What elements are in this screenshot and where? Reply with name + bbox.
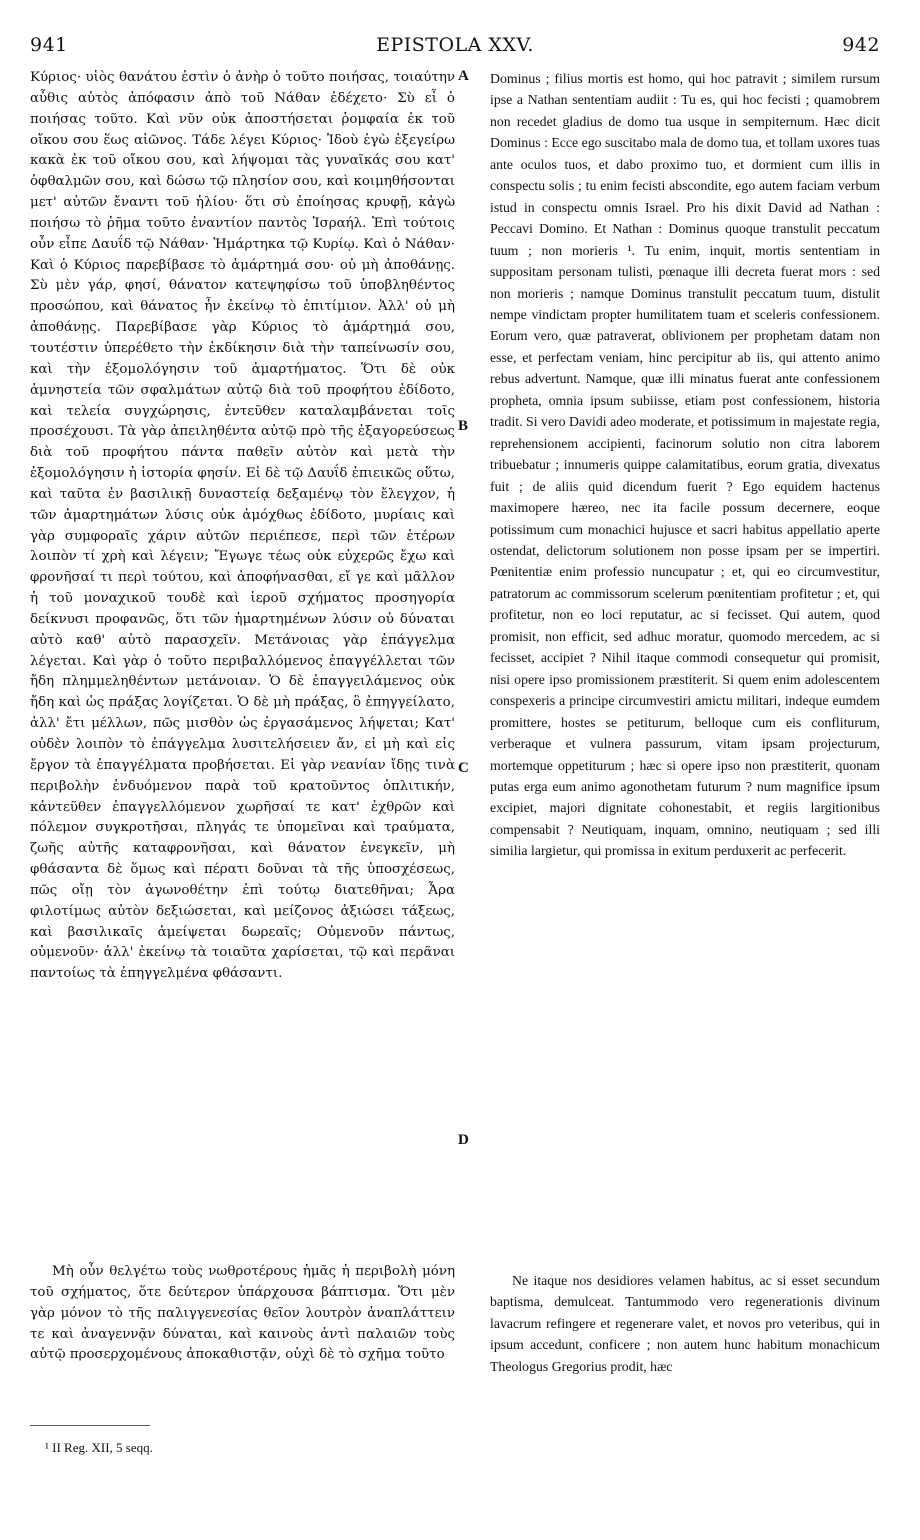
greek-paragraph: Κύριος· υἱὸς θανάτου ἐστὶν ὁ ἀνὴρ ὁ τοῦτο ποιήσας, τοιαύτην αὖθις αὐτὸς ἀπόφασιν ἀπὸ τοῦ Νάθαν ἐδέχετο· Σὺ εἶ ὁ ποιήσας τοῦτο. Καὶ νῦν οὐκ ἀποστήσεται ῥομφαία ἐκ τοῦ οἴκου σου ἕως αἰῶνος. Τάδε λέγει Κύριος· Ἰδοὺ ἐγὼ ἐξεγείρω κακὰ ἐκ τοῦ οἴκου σου, καὶ λήψομαι τὰς γυναῖκάς σου κατ' ὀφθαλμῶν σου, καὶ δώσω τῷ πλησίον σου, καὶ κοιμηθήσονται μετ' αὐτῶν ἔναντι τοῦ ἡλίου· ὅτι σὺ ἐποίησας κρυφῇ, κἀγὼ ποιήσω τὸ ῥῆμα τοῦτο ἐναντίον παντὸς Ἰσραήλ. Ἐπὶ τούτοις οὖν εἶπε Δαυΐδ τῷ Νάθαν· Ἡμάρτηκα τῷ Κυρίῳ. Καὶ ὁ Νάθαν· Καὶ ὁ Κύριος παρεβίβασε τὸ ἁμάρτημά σου· οὐ μὴ ἀποθάνῃς. Σὺ μὲν γάρ, φησί, θάνατον κατεψηφίσω τοῦ ὑποβληθέντος προσώπου, καὶ θάνατος ἦν ἐκείνῳ τὸ ἐπιτίμιον. Ἀλλ' οὐ μὴ ἀποθάνῃς. Παρεβίβασε γὰρ Κύριος τὸ ἁμάρτημά σου, τουτέστιν ὑπερέθετο τὴν ἐκδίκησιν διὰ τὴν ταπείνωσίν σου, καὶ τὴν ἐξομολόγησιν τοῦ ἁμαρτήματος. Ὅτι δὲ οὐκ ἀμνηστεία τῶν σφαλμάτων αὐτῷ διὰ τοῦ προφήτου ἐδίδοτο, καὶ τελεία συγχώρησις, ἐντεῦθεν καταλαμβάνεται τοῖς προσέχουσι. Τὰ γὰρ ἀπειληθέντα αὐτῷ πρὸ τῆς ἐξαγορεύσεως διὰ τοῦ προφήτου πάντα παθεῖν αὐτὸν καὶ μετὰ τὴν ἐξομολόγησιν ἡ ἱστορία φησίν. Εἰ δὲ τῷ Δαυΐδ ἐπιεικῶς οὕτω, καὶ ταῦτα ἐν βασιλικῇ δυναστείᾳ δεξαμένῳ τὸν ἔλεγχον, ἡ τῶν ἁμαρτημάτων λύσις οὐκ ἀμόχθως ἐδίδοτο, μυρίαις καὶ γὰρ συμφοραῖς χάριν αὐτῶν περιέπεσε, περὶ τῶν ἑτέρων λοιπὸν τί χρὴ καὶ λέγειν; Ἔγωγε τέως οὐκ εὐχερῶς ἔχω καὶ φρονῆσαί τι περὶ τούτου, καὶ ἀποφήνασθαι, εἴ γε καὶ μᾶλλον ἡ τοῦ μοναχικοῦ τουδὲ καὶ ἱεροῦ σχήματος προσηγορία δείκνυσι προφανῶς, ὅτι τῶν ἡμαρτημένων λύσιν οὐ δύναται αὐτὸ καθ' αὑτὸ παρασχεῖν. Μετάνοιας γὰρ ἐπάγγελμα λέγεται. Καὶ γὰρ ὁ τοῦτο περιβαλλόμενος ἐπαγγέλλεται τῶν ἤδη πλημμεληθέντων μετάνοιαν. Ὁ δὲ ἐπαγγειλάμενος οὐκ ἤδη καὶ ὡς πράξας λογίζεται. Ὁ δὲ μὴ πράξας, ὃ ἐπηγγείλατο, ἀλλ' ἔτι μέλλων, πῶς μισθὸν ὡς ἐργασάμενος λήψεται; Κατ' οὐδὲν λοιπὸν τὸ ἐπάγγελμα λυσιτελήσειεν ἄν, εἰ μὴ καὶ εἰς ἔργον τὰ ἐπαγγέλματα προβήσεται. Εἰ γὰρ νεανίαν ἴδῃς τινὰ περιβολὴν ἐνδυόμενον παρὰ τοῦ κρατοῦντος ὁπλιτικήν, κἀντεῦθεν ἐπαγγελλόμενον χωρῆσαί τε κατ' ἐχθρῶν καὶ πόλεμον συγκροτῆσαι, πληγάς τε ὑπομεῖναι καὶ τραύματα, ζωῆς αὐτῆς καταφρονῆσαι, καὶ θάνατον ἐνεγκεῖν, μὴ φθάσαντα δὲ ὅμως καὶ πέρατι δοῦναι τὰ τῆς ὑποσχέσεως, πῶς οἴῃ τὸν ἀγωνοθέτην ἐπὶ τούτῳ διατεθῆναι; Ἆρα φιλοτίμως αὐτὸν δεξιώσεται, καὶ μείζονος ἀξιώσει τάξεως, καὶ βασιλικαῖς ἀμείψεται δωρεαῖς; Οὐμενοῦν πάντως, οὐμενοῦν· ἀλλ' ἐκείνῳ τὰ τοιαῦτα χαρίσεται, τῷ καὶ περᾶναι παντοίως τὰ ἐπηγγελμένα φθάσαντι. (30, 70, 455, 982)
page-header (30, 34, 880, 64)
greek-tail-paragraph: Μὴ οὖν θελγέτω τοὺς νωθροτέρους ἡμᾶς ἡ περιβολὴ μόνη τοῦ σχήματος, ὅτε δεύτερον ὑπάρχουσα βάπτισμα. Ὅτι μὲν γὰρ μόνον τὸ τῆς παλιγγενεσίας θεῖον λουτρὸν ἀναπλάττειν τε καὶ ἀναγεννᾷν δύναται, καὶ καινοὺς ἀντὶ παλαιῶν τοὺς αὐτῷ προσερχομένους ἀποκαθιστᾷν, οὐχὶ δὲ τὸ σχῆμα τοῦτο (30, 1264, 455, 1363)
page-number-left: 941 (30, 34, 68, 56)
margin-marker-c: C (458, 760, 469, 776)
margin-marker-d: D (458, 1132, 469, 1148)
page-number-right: 942 (842, 34, 880, 56)
latin-tail-paragraph: Ne itaque nos desidiores velamen habitus, ac si esset secundum baptisma, demulceat. Tantummodo vero regenerationis divinum lavacrum refingere et regenerare valet, et novos pro veteribus, qui in ipsum accedunt, conficere ; non autem hunc habitum monachicum Theologus Gregorius prodit, hæc (490, 1273, 880, 1374)
margin-marker-a: A (458, 68, 469, 84)
greek-column (30, 68, 455, 990)
running-title: EPISTOLA XXV. (376, 34, 534, 56)
footnote: ¹ II Reg. XII, 5 seqq. (45, 1440, 153, 1455)
latin-column (490, 68, 880, 867)
latin-paragraph: Dominus ; filius mortis est homo, qui hoc patravit ; similem rursum ipse a Nathan sententiam audiit : Tu es, qui hoc fecisti ; quamobrem non recedet gladius de domo tua usque in sempiternum. Hæc dicit Dominus : Ecce ego suscitabo mala de domo tua, et tollam uxores tuas ante oculos tuos, et dabo proximo tuo, et dormient cum illis in conspectu solis ; tu enim fecisti abscondite, ego autem faciam verbum istud in conspectu omnis Israel. Pro his dixit David ad Nathan : Peccavi Domino. Et Nathan : Dominus quoque transtulit peccatum tuum ; non morieris ¹. Tu enim, inquit, mortis sententiam in suppositam personam tulisti, pœnaque illi decreta fuerat mors : sed non morieris ; namque Dominus transtulit peccatum tuum, distulit nempe vindictam propter humilitatem tuam et sceleris confessionem. Eorum vero, quæ patraverat, oblivionem per prophetam datam non esse, et perfectam veniam, hinc percipitur ab iis, qui attento animo rebus advertunt. Namque, quæ illi minatus fuerat ante confessionem propheta, omnia ipsum subiisse, etiam post confessionem, historia tradit. Si vero Davidi adeo moderate, et potissimum in majestate regia, reprehensionem accipienti, facinorum solutio non citra laborem tribuebatur ; innumeris quippe calamitatibus, eorum gratia, divexatus fuit ; de aliis quid dicendum fuerit ? Ego equidem hactenus maximopere hæreo, nec ita facile possum decernere, eoque potissimum cum monachici hujusce et sacri habitus appellatio aperte ostendat, delictorum solutionem non posse ipsam per se impertiri. Pœnitentiæ enim professio nuncupatur ; et, qui eo circumvestitur, patratorum ac commissorum scelerum pœnitentiam profitetur ; et, qui profitetur, non eo loci reputatur, ac si fecisset. Qui autem, quod promisit, non efficit, sed adhuc moratur, quomodo mercedem, ac si fecisset, accipiet ? Nihil itaque commodi consequetur qui promisit, nisi opere ipso promissionem præstiterit. Si quem enim adolescentem conspexeris a principe circumvestiri amictu militari, indeque eumdem promittere, hostes se petiturum, belloque cum eis confliturum, verberaque et vulnera passurum, vitam ipsam projecturum, mortemque oppetiturum ; hæc si opere ipso non præstiterit, quonam putas erga eum animo agonothetam futurum ? num magnifice ipsum excipiet, majori dignitate cohonestabit, et regiis largitionibus compensabit ? Neutiquam, inquam, omnino, neutiquam ; sed illi similia largietur, qui promissa in exitum perduxerit ac perfecerit. (490, 71, 880, 859)
latin-tail-column (490, 1270, 880, 1382)
greek-tail-column (30, 1262, 455, 1371)
footnote-rule (30, 1425, 150, 1426)
margin-marker-b: B (458, 418, 469, 434)
